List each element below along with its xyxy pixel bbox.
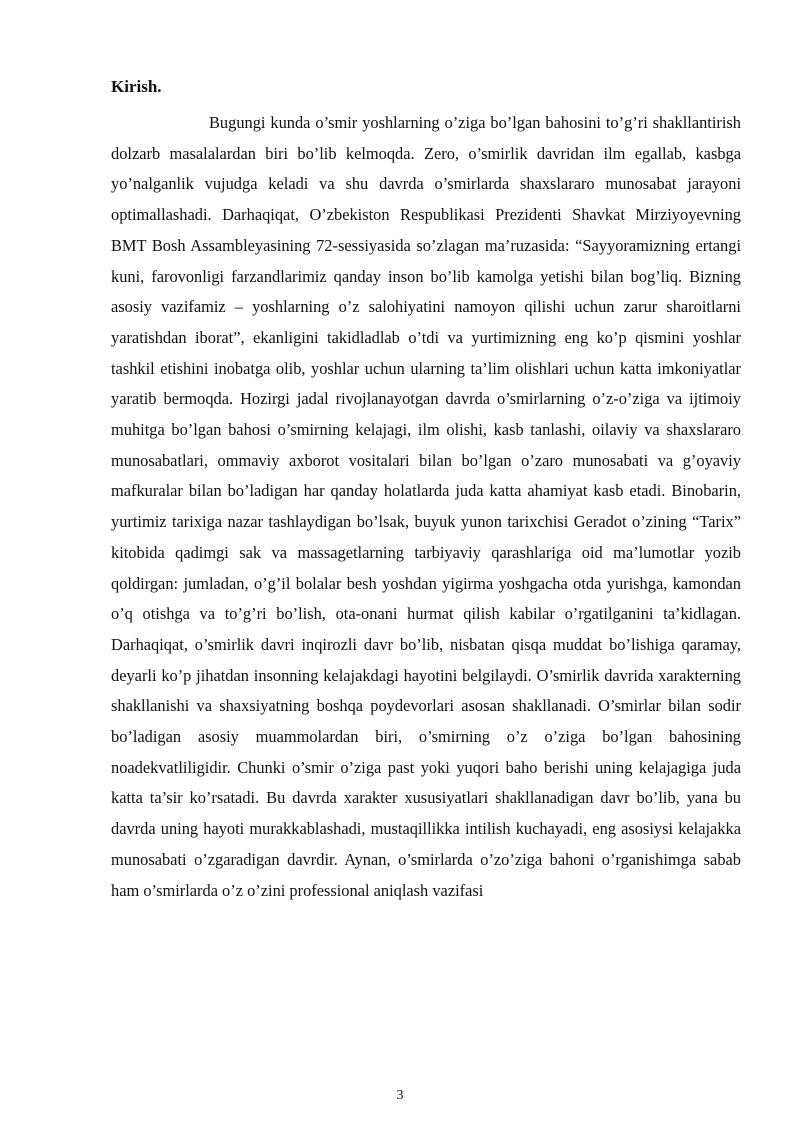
page-number: 3 [396,1088,404,1103]
body-paragraph: Bugungi kunda o’smir yoshlarning o’ziga bo’lgan bahosini to’g’ri shakllantirish dolzarb masalalardan biri bo’lib kelmoqda. Zero, o’smirlik davridan ilm egallab, kasbga yo’nalganlik vujudga keladi va shu davrda o’smirlarda shaxslararo munosabat jarayoni optimallashadi. Darhaqiqat, O’zbekiston Respublikasi Prezidenti Shavkat Mirziyoyevning BMT Bosh Assambleyasining 72-sessiyasida so’zlagan ma’ruzasida: “Sayyoramizning ertangi kuni, farovonligi farzandlarimiz qanday inson bo’lib kamolga yetishi bilan bog’liq. Bizning asosiy vazifamiz – yoshlarning o’z salohiyatini namoyon qilishi uchun zarur sharoitlarni yaratishdan iborat”, ekanligini takidladlab o’tdi va yurtimizning eng ko’p qismini yoshlar tashkil etishini inobatga olib, yoshlar uchun ularning ta’lim olishlari uchun katta imkoniyatlar yaratib bermoqda. Hozirgi jadal rivojlanayotgan davrda o’smirlarning o’z-o’ziga va ijtimoiy muhitga bo’lgan bahosi o’smirning kelajagi, ilm olishi, kasb tanlashi, oilaviy va shaxslararo munosabatlari, ommaviy axborot vositalari bilan bo’lgan o’zaro munosabati va g’oyaviy mafkuralar bilan bo’ladigan har qanday holatlarda juda katta ahamiyat kasb etadi. Binobarin, yurtimiz tarixiga nazar tashlaydigan bo’lsak, buyuk yunon tarixchisi Geradot o’zining “Tarix” kitobida qadimgi sak va massagetlarning tarbiyaviy qarashlariga oid ma’lumotlar yozib qoldirgan: jumladan, o’g’il bolalar besh yoshdan yigirma yoshgacha otda yurishga, kamondan o’q otishga va to’g’ri bo’lish, ota-onani hurmat qilish kabilar o’rgatilganini ta’kidlagan. Darhaqiqat, o’smirlik davri inqirozli davr bo’lib, nisbatan qisqa muddat bo’lishiga qaramay, deyarli ko’p jihatdan insonning kelajakdagi hayotini belgilaydi. O’smirlik davrida xarakterning shakllanishi va shaxsiyatning boshqa poydevorlari asosan shakllanadi. O’smirlar bilan sodir bo’ladigan asosiy muammolardan biri, o’smirning o’z o’ziga bo’lgan bahosining noadekvatliligidir. Chunki o’smir o’ziga past yoki yuqori baho berishi uning kelajagiga juda katta ta’sir ko’rsatadi. Bu davrda xarakter xususiyatlari shakllanadigan davr bo’lib, yana bu davrda uning hayoti murakkablashadi, mustaqillikka intilish kuchayadi, eng asosiysi kelajakka munosabati o’zgaradigan davrdir. Aynan, o’smirlarda o’zo’ziga bahoni o’rganishimga sabab ham o’smirlarda o’z o’zini professional aniqlash vazifasi [111,113,741,900]
section-heading: Kirish. [111,77,162,96]
